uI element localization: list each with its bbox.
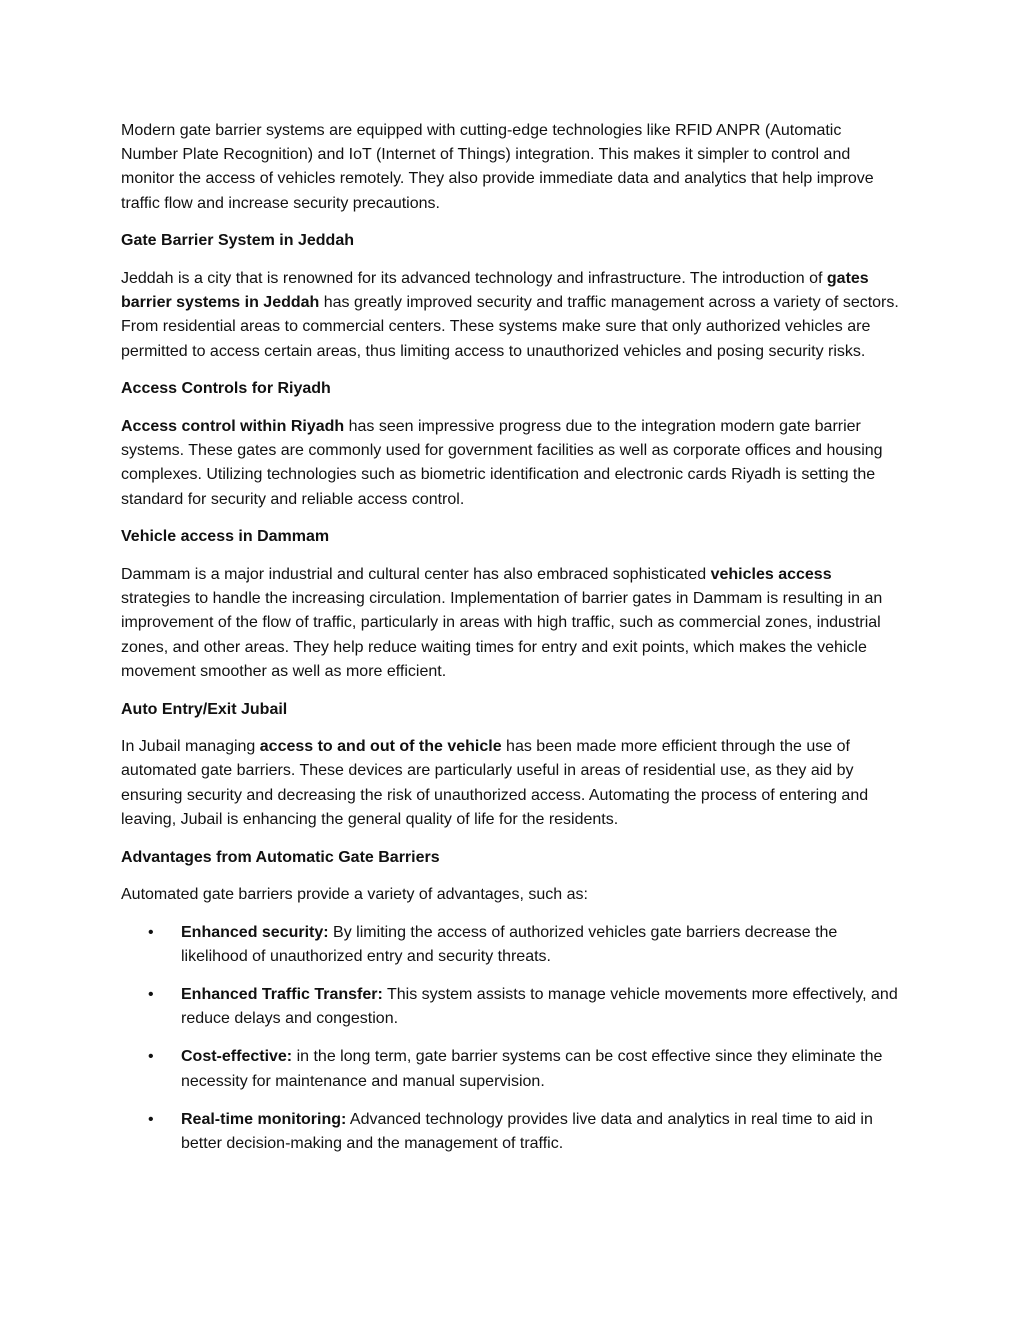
list-item [121,1108,901,1156]
advantage-text: By limiting the access of authorized vehicles gate barriers decrease the likelihood of unauthorized entry and security threats. [181,923,838,966]
advantages-intro: Automated gate barriers provide a variety of advantages, such as: [121,886,588,904]
document-body [121,119,901,1170]
advantage-text: Advanced technology provides live data and analytics in real time to aid in better decision-making and the management of traffic. [181,1110,873,1152]
jeddah-text-before: Jeddah is a city that is renowned for its advanced technology and infrastructure. The introduction of [121,270,827,288]
dammam-heading: Vehicle access in Dammam [121,528,330,546]
jeddah-text-after: has greatly improved security and traffic management across a variety of sectors. From residential areas to commercial centers. These systems make sure that only authorized vehicles are permitted to access certain areas, thus limiting access to unauthorized vehicles and posing security risks. [121,294,899,360]
bullet-icon: • [148,1048,154,1066]
advantages-list [121,921,901,1156]
dammam-text-before: Dammam is a major industrial and cultural center has also embraced sophisticated [121,566,711,584]
list-item [121,1045,901,1093]
riyadh-text-after: has seen impressive progress due to the integration modern gate barrier systems. These gates are commonly used for government facilities as well as corporate offices and housing complexes. Utilizing technologies such as biometric identification and electronic cards Riyadh is setting the standard for security and reliable access control. [121,418,883,508]
dammam-text-after: strategies to handle the increasing circulation. Implementation of barrier gates in Dammam is resulting in an improvement of the flow of traffic, particularly in areas with high traffic, such as commercial zones, industrial zones, and other areas. They help reduce waiting times for entry and exit points, which makes the vehicle movement smoother as well as more efficient. [121,590,883,680]
bullet-icon: • [148,923,154,941]
advantage-label: Enhanced security: [181,923,329,941]
riyadh-heading: Access Controls for Riyadh [121,380,331,398]
riyadh-keyword: Access control within Riyadh [121,418,345,436]
jeddah-paragraph [121,267,901,364]
advantage-label: Enhanced Traffic Transfer: [181,986,383,1004]
jubail-heading: Auto Entry/Exit Jubail [121,700,288,718]
riyadh-paragraph [121,415,901,512]
jubail-text-before: In Jubail managing [121,738,260,756]
jubail-paragraph [121,735,901,832]
advantages-heading: Advantages from Automatic Gate Barriers [121,848,440,866]
advantage-label: Cost-effective: [181,1048,293,1066]
advantage-text: in the long term, gate barrier systems can be cost effective since they eliminate the necessity for maintenance and manual supervision. [181,1048,883,1090]
jeddah-keyword: gates barrier systems in Jeddah [121,270,869,312]
list-item [121,921,901,969]
list-item [121,983,901,1031]
dammam-keyword: vehicles access [710,566,832,584]
intro-paragraph: Modern gate barrier systems are equipped with cutting-edge technologies like RFID ANPR (Automatic Number Plate Recognition) and IoT (Internet of Things) integration. This makes it simpler to control and monitor the access of vehicles remotely. They also provide immediate data and analytics that help improve traffic flow and increase security precautions. [121,122,874,212]
jeddah-heading: Gate Barrier System in Jeddah [121,232,354,250]
advantage-label: Real-time monitoring: [181,1110,347,1128]
advantage-text: This system assists to manage vehicle movements more effectively, and reduce delays and congestion. [181,986,898,1028]
bullet-icon: • [148,1110,154,1128]
jubail-text-after: has been made more efficient through the use of automated gate barriers. These devices are particularly useful in areas of residential use, as they aid by ensuring security and decreasing the risk of unauthorized access. Automating the process of entering and leaving, Jubail is enhancing the general quality of life for the residents. [121,738,869,828]
dammam-paragraph [121,563,901,684]
bullet-icon: • [148,986,154,1004]
jubail-keyword: access to and out of the vehicle [259,738,502,756]
